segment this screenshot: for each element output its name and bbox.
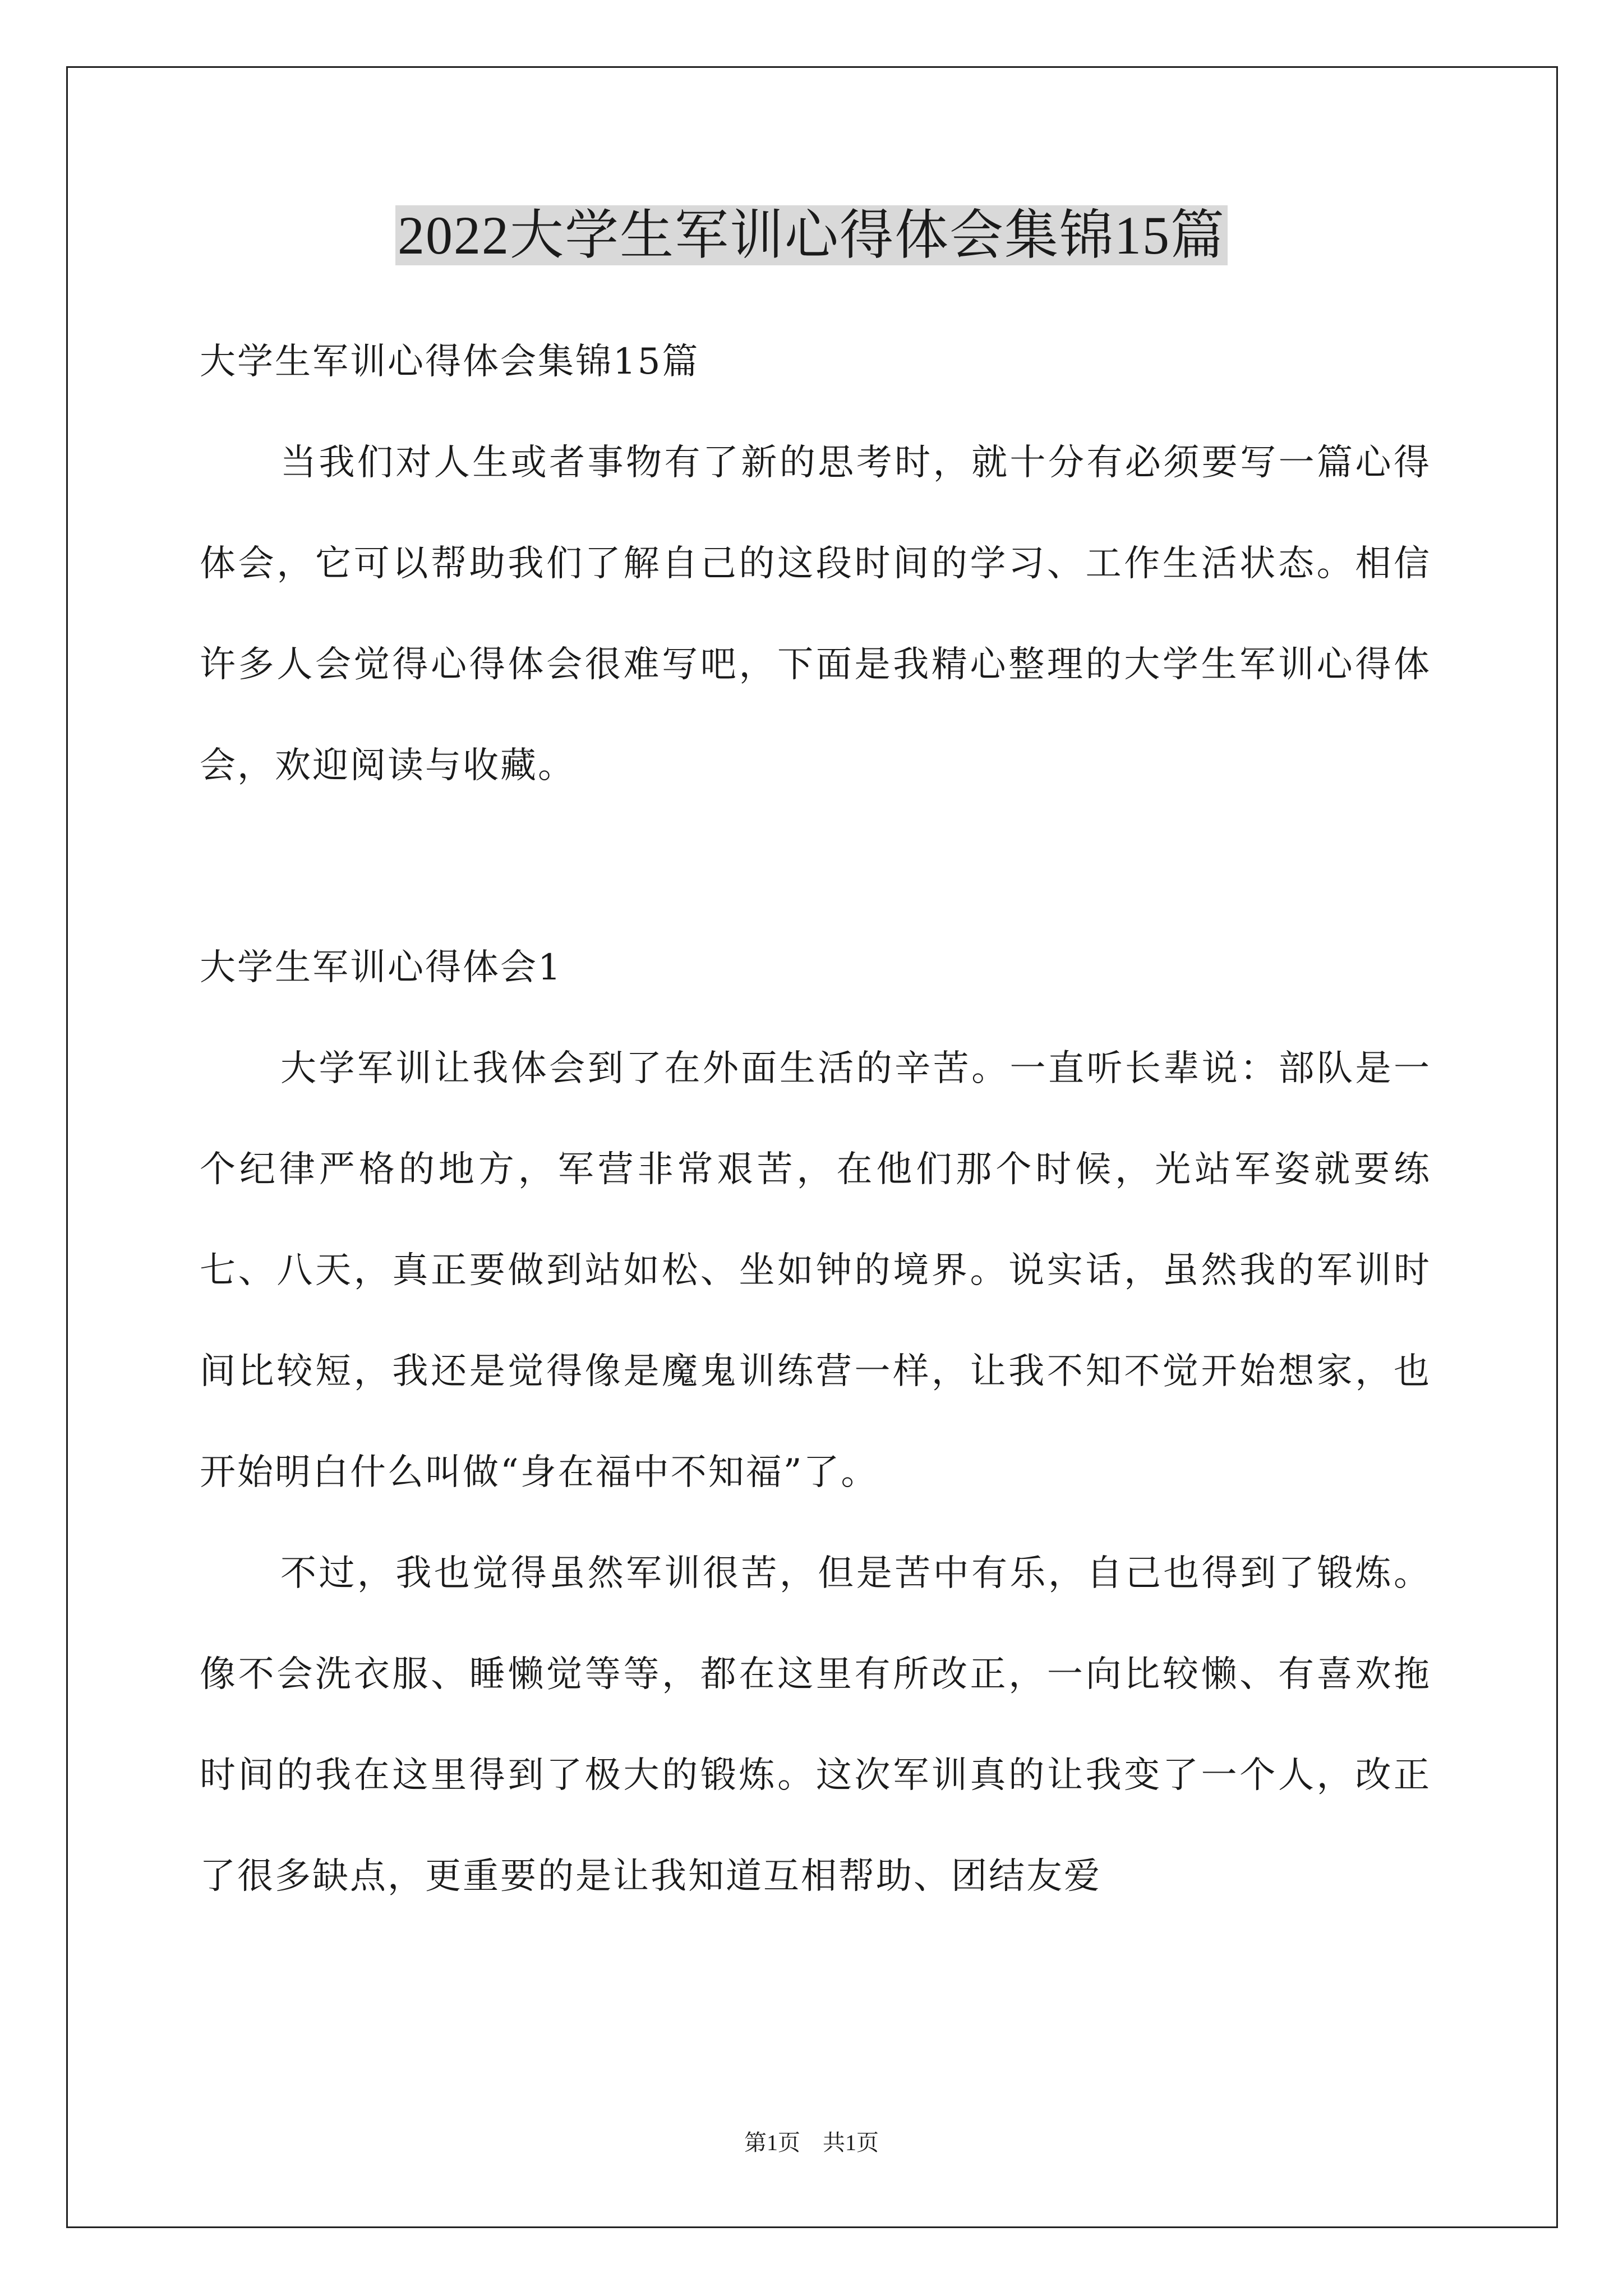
document-title-text: 2022大学生军训心得体会集锦15篇: [395, 205, 1228, 265]
section-gap: [200, 816, 1431, 917]
document-body: [200, 311, 1431, 1927]
intro-paragraph: 当我们对人生或者事物有了新的思考时，就十分有必须要写一篇心得体会，它可以帮助我们了解自己的这段时间的学习、工作生活状态。相信许多人会觉得心得体会很难写吧，下面是我精心整理的大学生军训心得体会，欢迎阅读与收藏。: [200, 442, 1431, 786]
document-subtitle: 大学生军训心得体会集锦15篇: [200, 341, 700, 383]
section-heading: 大学生军训心得体会1: [200, 947, 562, 988]
page-footer: 第1页 共1页: [744, 2130, 879, 2155]
body-paragraph-1: 大学军训让我体会到了在外面生活的辛苦。一直听长辈说：部队是一个纪律严格的地方，军营非常艰苦，在他们那个时候，光站军姿就要练七、八天，真正要做到站如松、坐如钟的境界。说实话，虽然我的军训时间比较短，我还是觉得像是魔鬼训练营一样，让我不知不觉开始想家，也开始明白什么叫做“身在福中不知福”了。: [200, 1048, 1431, 1493]
document-title: [0, 196, 1623, 275]
body-paragraph-2: 不过，我也觉得虽然军训很苦，但是苦中有乐，自己也得到了锻炼。像不会洗衣服、睡懒觉等等，都在这里有所改正，一向比较懒、有喜欢拖时间的我在这里得到了极大的锻炼。这次军训真的让我变了一个人，改正了很多缺点，更重要的是让我知道互相帮助、团结友爱: [200, 1553, 1431, 1897]
